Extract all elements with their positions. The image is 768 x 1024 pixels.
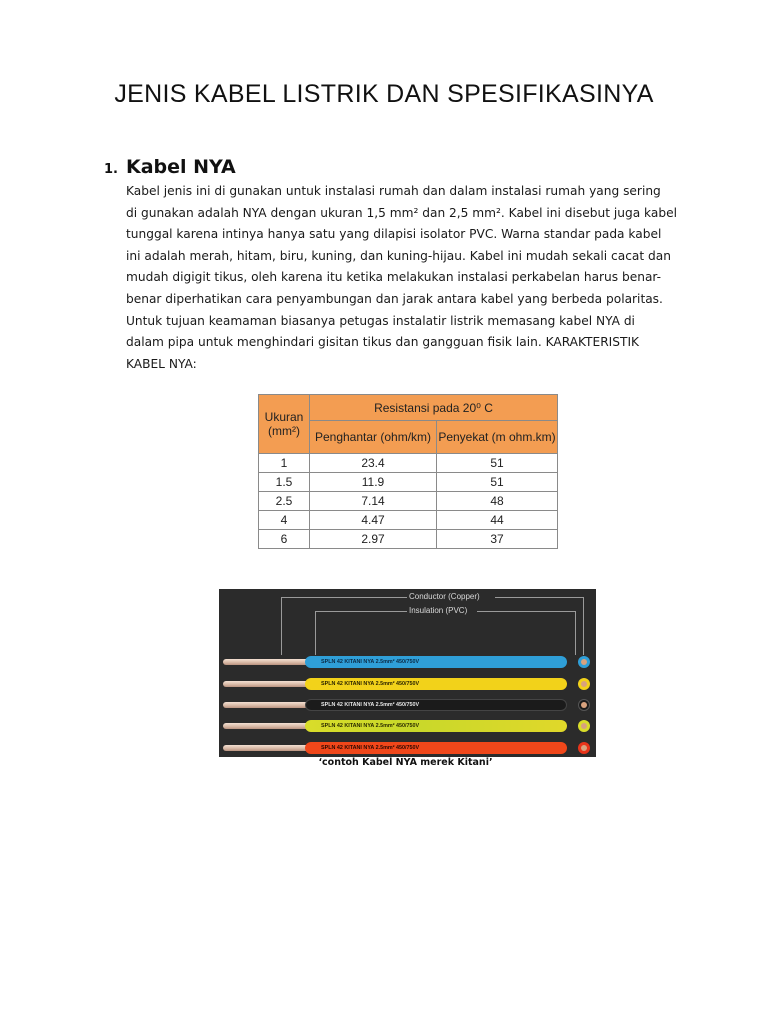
copper-core xyxy=(223,745,309,751)
cable-yellow xyxy=(219,678,596,690)
copper-core xyxy=(223,659,309,665)
cable-diagram-image xyxy=(219,589,596,757)
cable-black xyxy=(219,699,596,711)
insulation-leader-line xyxy=(575,611,576,655)
cable-end xyxy=(578,678,590,690)
resistance-header: Resistansi pada 20⁰ C xyxy=(310,395,558,421)
table-row xyxy=(259,454,558,473)
cable-red xyxy=(219,742,596,754)
page-title: JENIS KABEL LISTRIK DAN SPESIFIKASINYA xyxy=(114,80,654,108)
conductor-cell: 11.9 xyxy=(310,473,437,492)
paragraph-line: tunggal karena intinya hanya satu yang dilapisi isolator PVC. Warna standar pada kabel xyxy=(126,227,662,242)
cable-blue xyxy=(219,656,596,668)
cable-end xyxy=(578,699,590,711)
paragraph-line: benar diperhatikan cara penyambungan dan jarak antara kabel yang berbeda polaritas. xyxy=(126,291,663,306)
copper-core xyxy=(223,702,309,708)
cable-print: SPLN 42 KITANI NYA 2.5mm² 450/750V xyxy=(321,745,420,751)
cable-end xyxy=(578,656,590,668)
conductor-cell: 4.47 xyxy=(310,511,437,530)
table-row xyxy=(259,530,558,549)
insulation-leader-line xyxy=(315,611,407,612)
cable-yellow-green xyxy=(219,720,596,732)
section-paragraph xyxy=(126,181,686,375)
insulator-cell: 37 xyxy=(437,530,558,549)
size-cell: 1 xyxy=(259,454,310,473)
insulation-leader-line xyxy=(477,611,575,612)
cable-print: SPLN 42 KITANI NYA 2.5mm² 450/750V xyxy=(321,723,420,729)
copper-core xyxy=(223,681,309,687)
conductor-cell: 7.14 xyxy=(310,492,437,511)
cable-end xyxy=(578,742,590,754)
conductor-header: Penghantar (ohm/km) xyxy=(310,421,437,454)
conductor-leader-line xyxy=(281,597,282,655)
cable-print: SPLN 42 KITANI NYA 2.5mm² 450/750V xyxy=(321,659,420,665)
insulator-cell: 48 xyxy=(437,492,558,511)
insulation-leader-line xyxy=(315,611,316,655)
paragraph-line: Kabel jenis ini di gunakan untuk instalasi rumah dan dalam instalasi rumah yang sering xyxy=(126,184,661,198)
size-cell: 1.5 xyxy=(259,473,310,492)
figure-caption: ‘contoh Kabel NYA merek Kitani’ xyxy=(318,757,493,768)
conductor-label: Conductor (Copper) xyxy=(409,592,480,601)
insulator-cell: 44 xyxy=(437,511,558,530)
table-row xyxy=(259,473,558,492)
resistance-table xyxy=(258,394,558,549)
insulator-cell: 51 xyxy=(437,454,558,473)
conductor-leader-line xyxy=(495,597,583,598)
conductor-leader-line xyxy=(583,597,584,655)
insulator-cell: 51 xyxy=(437,473,558,492)
insulation-label: Insulation (PVC) xyxy=(409,606,468,615)
conductor-leader-line xyxy=(281,597,407,598)
section-number: 1. xyxy=(104,162,118,177)
table-row xyxy=(259,511,558,530)
conductor-cell: 23.4 xyxy=(310,454,437,473)
size-cell: 4 xyxy=(259,511,310,530)
size-header: Ukuran (mm²) xyxy=(259,395,310,454)
size-cell: 2.5 xyxy=(259,492,310,511)
cable-print: SPLN 42 KITANI NYA 2.5mm² 450/750V xyxy=(321,702,420,708)
insulator-header: Penyekat (m ohm.km) xyxy=(437,421,558,454)
paragraph-line: ini adalah merah, hitam, biru, kuning, dan kuning-hijau. Kabel ini mudah sekali cacat dan xyxy=(126,248,671,263)
conductor-cell: 2.97 xyxy=(310,530,437,549)
paragraph-line: di gunakan adalah NYA dengan ukuran 1,5 mm² dan 2,5 mm². Kabel ini disebut juga kabel xyxy=(126,205,677,220)
paragraph-line: Untuk tujuan keamaman biasanya petugas instalatir listrik memasang kabel NYA di xyxy=(126,313,635,328)
size-cell: 6 xyxy=(259,530,310,549)
table-row xyxy=(259,492,558,511)
paragraph-line: dalam pipa untuk menghindari gisitan tikus dan gangguan fisik lain. KARAKTERISTIK xyxy=(126,335,640,350)
copper-core xyxy=(223,723,309,729)
paragraph-line: KABEL NYA: xyxy=(126,356,197,371)
section-title: Kabel NYA xyxy=(126,156,236,178)
cable-print: SPLN 42 KITANI NYA 2.5mm² 450/750V xyxy=(321,681,420,687)
paragraph-line: mudah digigit tikus, oleh karena itu ketika melakukan instalasi perkabelan harus benar- xyxy=(126,270,662,285)
cable-end xyxy=(578,720,590,732)
